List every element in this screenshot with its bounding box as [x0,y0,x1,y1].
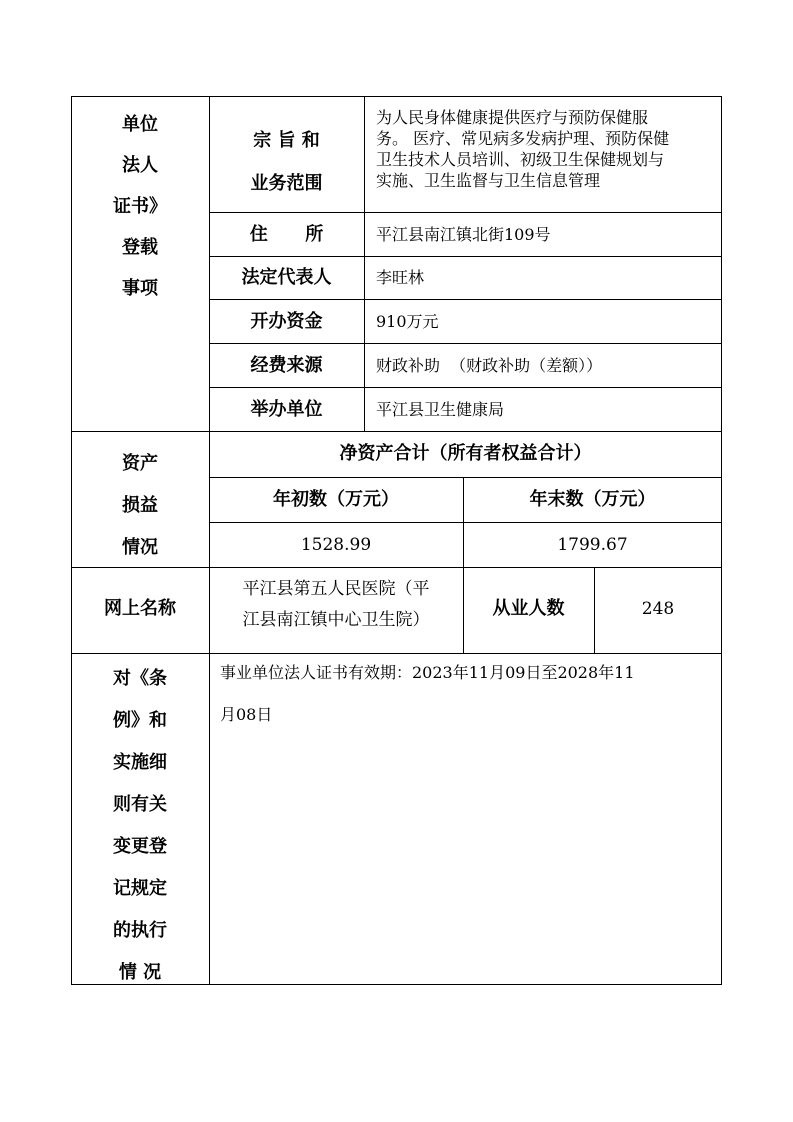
side-label-line: 变更登 [113,836,167,857]
purpose-line: 务。 医疗、常见病多发病护理、预防保健 [376,129,670,148]
certificate-validity [220,664,635,724]
grid-line [209,387,722,388]
purpose-line: 卫生技术人员培训、初级卫生保健规划与 [376,150,665,169]
purpose-label-line: 宗 旨 和 [253,130,320,151]
funding-value: 财政补助 （财政补助（差额）） [376,356,603,375]
grid-line [364,96,365,431]
side-label-line: 则有关 [113,794,167,815]
side-label-line: 损益 [122,495,158,516]
start-of-year-label: 年初数（万元） [273,489,399,510]
grid-line [71,567,722,568]
purpose-label-line: 业务范围 [250,173,323,194]
grid-line [209,256,722,257]
staff-count-label: 从业人数 [492,598,565,619]
legal-rep-label: 法定代表人 [241,267,332,288]
grid-line [209,212,722,213]
online-name-line: 江县南江镇中心卫生院） [242,610,430,630]
legal-rep-value: 李旺林 [376,268,425,287]
validity-line: 月08日 [220,705,273,724]
start-of-year-value: 1528.99 [300,535,372,555]
purpose-label [209,126,364,195]
net-assets-header: 净资产合计（所有者权益合计） [339,443,592,464]
capital-value: 910万元 [376,312,439,331]
address-label: 住 所 [249,224,324,245]
purpose-value [376,110,669,194]
online-name-value [209,578,463,631]
end-of-year-label: 年末数（万元） [529,489,656,510]
side-label-line: 法人 [122,155,158,176]
address-value: 平江县南江镇北街109号 [376,225,551,244]
side-label-line: 实施细 [113,752,167,773]
side-label-line: 证书》 [113,196,167,217]
side-label-line: 资产 [122,453,158,474]
regulation-compliance-label [71,664,209,984]
online-name-line: 平江县第五人民医院（平 [242,579,430,599]
staff-count-value: 248 [641,599,675,619]
side-label-line: 的执行 [113,920,167,941]
side-label-line: 例》和 [113,710,167,731]
side-label-line: 登载 [122,237,158,258]
side-label-line: 情 况 [118,962,162,983]
funding-label: 经费来源 [250,355,323,376]
sponsor-value: 平江县卫生健康局 [376,400,505,419]
end-of-year-value: 1799.67 [557,535,628,555]
sponsor-label: 举办单位 [250,399,323,420]
grid-line [71,431,722,432]
side-label-line: 事项 [122,278,158,299]
grid-line [209,343,722,344]
grid-line [71,653,722,654]
capital-label: 开办资金 [250,311,323,332]
side-label-line: 记规定 [113,878,167,899]
grid-line [209,477,722,478]
purpose-line: 实施、卫生监督与卫生信息管理 [376,171,601,190]
validity-line: 事业单位法人证书有效期：2023年11月09日至2028年11 [220,663,635,682]
grid-line [209,522,722,523]
assets-label [71,449,209,559]
online-name-label: 网上名称 [104,598,176,619]
side-label-line: 单位 [122,114,158,135]
purpose-line: 为人民身体健康提供医疗与预防保健服 [376,108,649,127]
registration-items-label [71,110,209,315]
side-label-line: 情况 [122,537,158,558]
side-label-line: 对《条 [113,668,167,689]
grid-line [209,299,722,300]
